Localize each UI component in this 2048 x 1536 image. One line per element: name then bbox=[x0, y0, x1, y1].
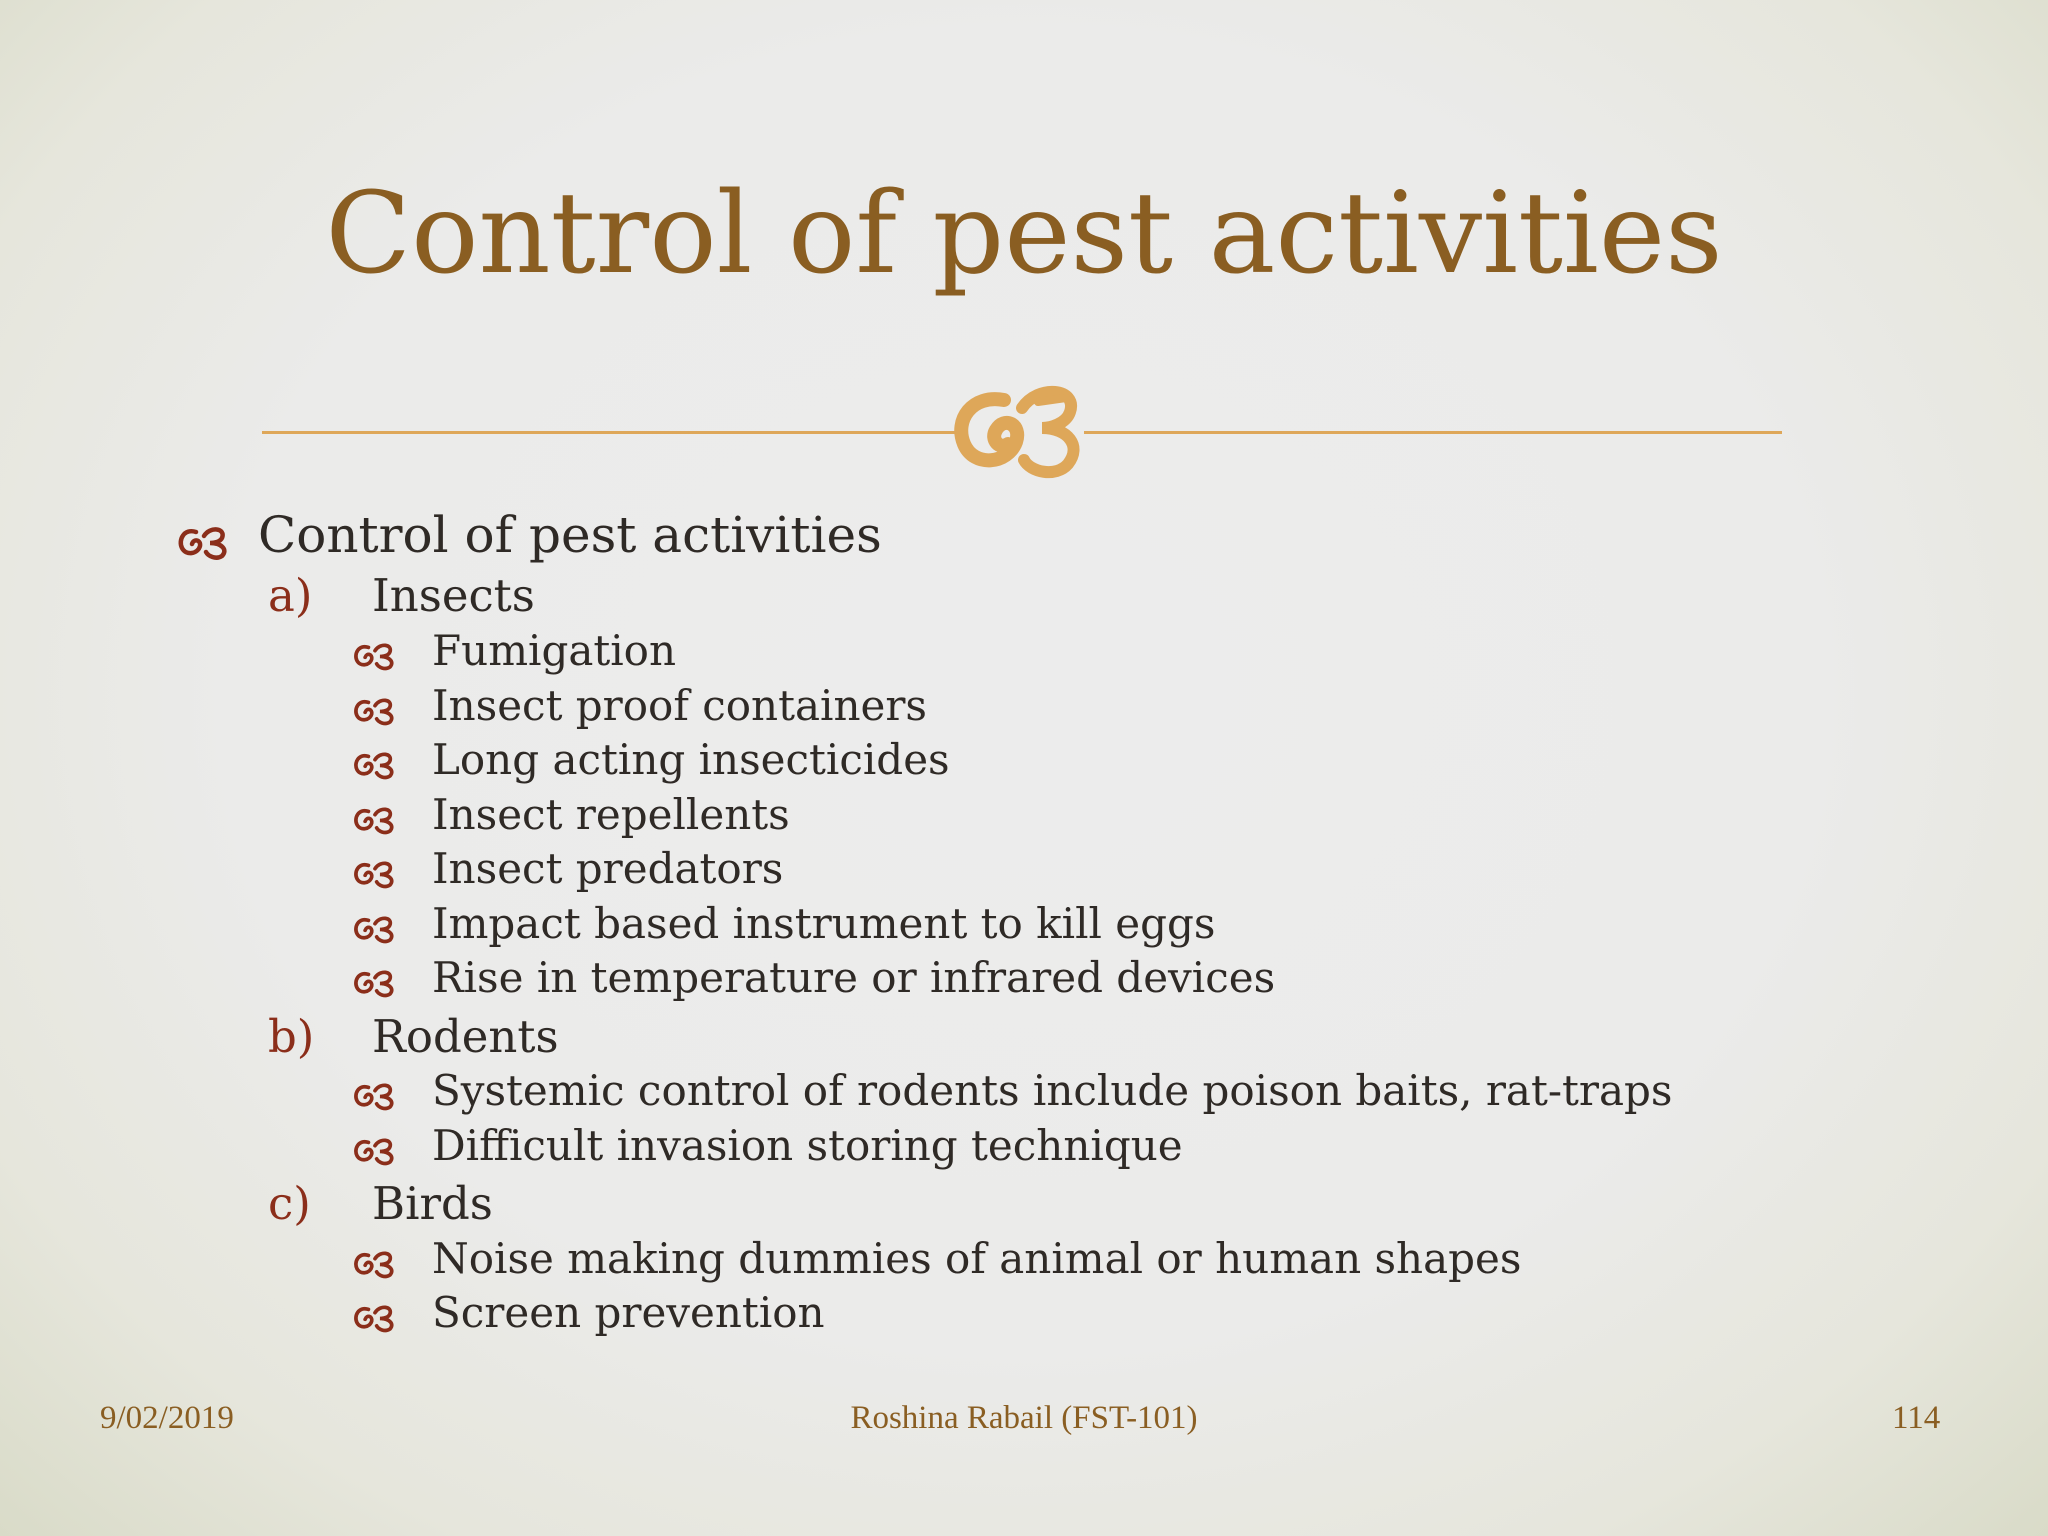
footer-page-number: 114 bbox=[1892, 1400, 1941, 1436]
curl-bullet-icon bbox=[352, 801, 398, 835]
list-item: Rise in temperature or infrared devices bbox=[432, 953, 1276, 1002]
list-item: Screen prevention bbox=[432, 1288, 825, 1337]
curl-bullet-icon bbox=[352, 1132, 398, 1166]
list-item: Long acting insecticides bbox=[432, 735, 950, 784]
list-item: Insect repellents bbox=[432, 790, 790, 839]
list-item: Difficult invasion storing technique bbox=[432, 1121, 1183, 1170]
list-item: Impact based instrument to kill eggs bbox=[432, 899, 1216, 948]
section-label-rodents: Rodents bbox=[372, 1010, 559, 1063]
curl-bullet-icon bbox=[352, 1299, 398, 1333]
section-marker-b: b) bbox=[268, 1010, 315, 1063]
curl-bullet-icon bbox=[352, 910, 398, 944]
curl-bullet-icon bbox=[352, 746, 398, 780]
curl-bullet-icon bbox=[352, 637, 398, 671]
curl-bullet-icon bbox=[352, 964, 398, 998]
section-label-insects: Insects bbox=[372, 569, 535, 622]
content-heading: Control of pest activities bbox=[258, 506, 882, 564]
footer-date: 9/02/2019 bbox=[100, 1400, 234, 1436]
footer-author: Roshina Rabail (FST-101) bbox=[850, 1400, 1198, 1436]
curl-bullet-icon bbox=[352, 855, 398, 889]
section-label-birds: Birds bbox=[372, 1177, 493, 1230]
list-item: Insect proof containers bbox=[432, 681, 927, 730]
list-item: Insect predators bbox=[432, 844, 784, 893]
section-marker-c: c) bbox=[268, 1177, 311, 1230]
list-item: Noise making dummies of animal or human shapes bbox=[432, 1234, 1522, 1283]
curl-bullet-icon bbox=[176, 520, 232, 560]
curl-bullet-icon bbox=[352, 1245, 398, 1279]
list-item: Systemic control of rodents include poison baits, rat-traps bbox=[432, 1066, 1673, 1115]
section-marker-a: a) bbox=[268, 569, 313, 622]
list-item: Fumigation bbox=[432, 626, 677, 675]
curl-bullet-icon bbox=[352, 1077, 398, 1111]
slide-title: Control of pest activities bbox=[325, 169, 1723, 299]
curl-bullet-icon bbox=[352, 692, 398, 726]
